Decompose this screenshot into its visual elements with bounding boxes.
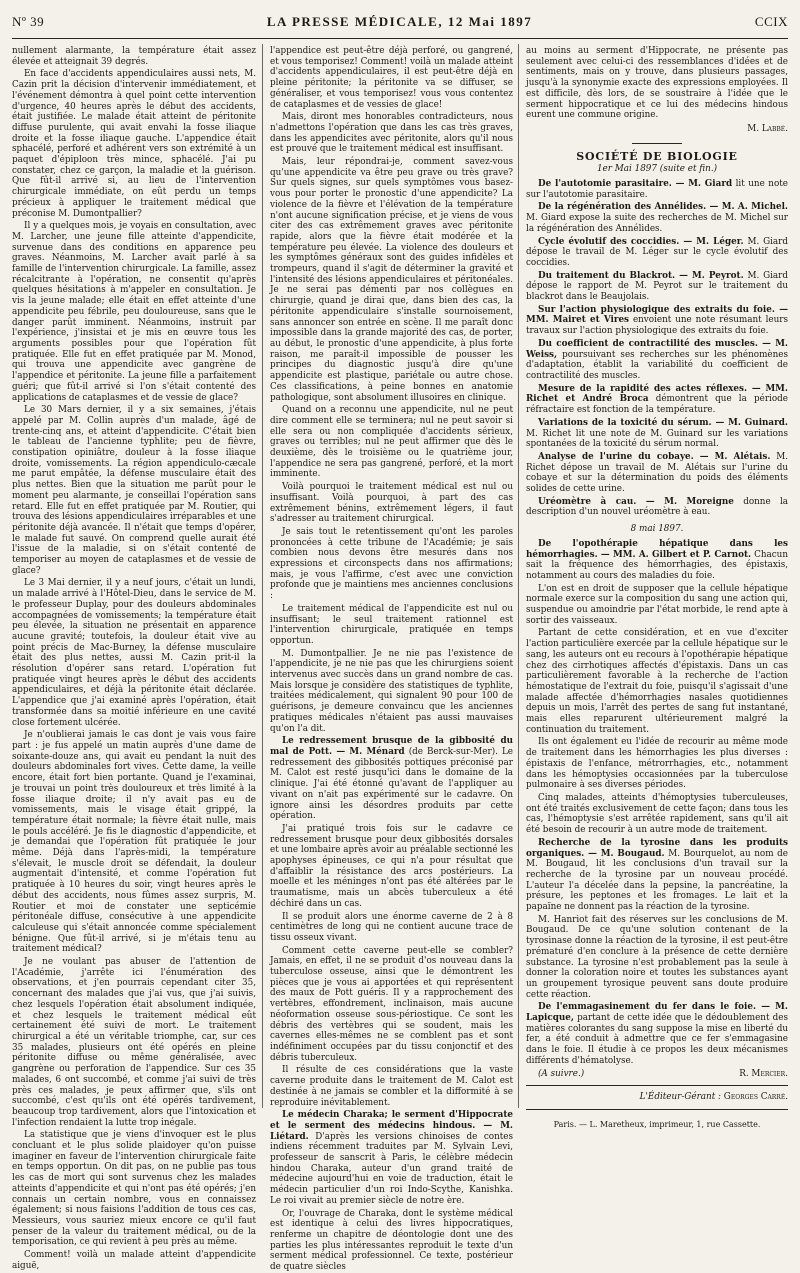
- column-1: [12, 46, 256, 1271]
- session-item: [526, 305, 788, 337]
- paragraph: Comment! voilà un malade atteint d'appendicite aiguë,: [12, 1250, 256, 1271]
- item-body: M. Giard dépose le rapport de M. Peyrot sur le traitement du blackrot dans le Beaujolais.: [526, 270, 788, 303]
- item-body: poursuivant ses recherches sur les phénomènes d'adaptation, établit la variabilité du coefficient de contractilité des muscles.: [526, 349, 789, 381]
- item-body: démontrent que la période réfractaire est fonction de la température.: [526, 394, 788, 416]
- paragraph: Il se produit alors une énorme caverne de 2 à 8 centimètres de long qui ne contient aucune trace de tissu osseux vivant.: [270, 911, 513, 943]
- column-divider-2: [518, 44, 519, 1108]
- column-3: [526, 46, 789, 1129]
- paragraph: Je sais tout le retentissement qu'ont les paroles prononcées à cette tribune de l'Académie; je sais combien nous devons être mesurés dans nos expressions et circonspects dans nos affirmations; mais, je vous l'affirme, c'est avec une conviction profonde que je maintiens mes anciennes conclusions :: [270, 526, 513, 602]
- signature: R. Mercier.: [739, 1068, 788, 1079]
- session-item: [526, 838, 788, 913]
- page-header: [12, 6, 788, 39]
- column-divider-1: [262, 44, 263, 1108]
- item-body: Chacun sait la fréquence des hémorrhagies, des épistaxis, notamment au cours des maladies du foie.: [526, 549, 788, 581]
- paragraph: Ils ont également eu l'idée de recourir au même mode de traitement dans les hémorrhagies les plus diverses : épistaxis de l'enfance, métrorrhagies, etc., notamment dans les hémoptysies occasionnées par la tuberculose pulmonaire à ses diverses périodes.: [526, 737, 788, 791]
- item-title: Du traitement du Blackrot. — M. Peyrot.: [538, 270, 744, 281]
- paragraph: Voilà pourquoi le traitement médical est nul ou insuffisant. Voilà pourquoi, à part des cas extrêmement bénins, extrêmement légers, il faut s'adresser au traitement chirurgical.: [270, 482, 513, 525]
- paragraph: L'on est en droit de supposer que la cellule hépatique normale exerce sur la composition du sang une action qui, suspendue ou amoindrie par l'état morbide, le rend apte à sortir des vaisseaux.: [526, 583, 788, 626]
- session-item: [526, 1002, 788, 1066]
- session-item: [526, 539, 788, 582]
- article-body: D'après les versions chinoises de contes indiens récemment traduites par M. Sylvain Levi, professeur de sanscrit à Paris, le célèbre médecin hindou Charaka, auteur d'un grand traité de médecine aujourd'hui en voie de traduction, était le médecin particulier d'un roi Indo-Scythe, Kanishka. Le roi vivait au premier siècle de notre ère.: [270, 1131, 514, 1206]
- editor-line: [526, 1092, 788, 1103]
- session-item: [526, 339, 788, 382]
- item-body: donne la description d'un nouvel uréomètre à eau.: [526, 496, 788, 518]
- session-item: [526, 452, 788, 495]
- session-item: [526, 384, 788, 416]
- paragraph: Je ne voulant pas abuser de l'attention de l'Académie, j'arrête ici l'énumération des observations, et j'en pourrais cependant citer 35, concernant des malades que j'ai vus, que j'ai suivis, chez lesquels l'opération était absolument indiquée, et chez lesquels le traitement médical eût certainement été suivi de mort. Le traitement chirurgical a été un véritable triomphe, car, sur ces 35 malades, plusieurs ont été opérés en pleine péritonite diffuse ou même généralisée, avec gangrène ou perforation de l'appendice. Sur ces 35 malades, 6 ont succombé, et comme j'ai suivi de très près ces malades, je peux affirmer que, s'ils ont succombé, c'est qu'ils ont été opérés tardivement, beaucoup trop tardivement, alors que l'intoxication et l'infection rendaient la lutte trop inégale.: [12, 957, 256, 1128]
- item-body: envoient une note résumant leurs travaux sur l'action physiologique des extraits du foie.: [526, 315, 788, 337]
- paragraph: l'appendice est peut-être déjà perforé, ou gangrené, et vous temporisez! Comment! voilà un malade atteint d'accidents appendiculaires, il est peut-être déjà en pleine péritonite; la péritonite va se diffuser, se généraliser, et vous temporisez! vous vous contentez de cataplasmes et de vessies de glace!: [270, 46, 513, 110]
- editor-label: L'Éditeur-Gérant :: [639, 1092, 721, 1103]
- paragraph: Mais, leur répondrai-je, comment savez-vous qu'une appendicite va être peu grave ou très grave? Sur quels signes, sur quels symptômes vous basez-vous pour porter le pronostic d'une appendicite? La violence de la fièvre et l'élévation de la température n'ont aucune signification précise, et je viens de vous citer des cas extrêmement graves avec péritonite rapide, alors que la fièvre était modérée et la température peu élevée. La violence des douleurs et les symptômes généraux sont des guides infidèles et trompeurs, quand il s'agit de déterminer la gravité et l'intensité des lésions appendiculaires et péritonéales. Je ne serai pas démenti par nos collègues en chirurgie, quand je dirai que, dans bien des cas, la péritonite appendiculaire s'installe sournoisement, sans annoncer son entrée en scène. Il me paraît donc impossible dans la grande majorité des cas, de porter, au début, le pronostic d'une appendicite, à plus forte raison, me paraît-il impossible de pousser les principes du diagnostic jusqu'à dire qu'une appendicite est plastique, pariétale ou autre chose. Ces classifications, à peine bonnes en anatomie pathologique, sont absolument illusoires en clinique.: [270, 157, 513, 403]
- item-title: Du coefficient de contractilité des muscles. — M. Weiss,: [526, 338, 788, 360]
- item-title: Cycle évolutif des coccidies. — M. Léger.: [538, 236, 744, 247]
- paragraph: Comment cette caverne peut-elle se combler? Jamais, en effet, il ne se produit d'os nouveau dans la tuberculose osseuse, ainsi que le démontrent les pièces que je vous ai apportées et qui représentent des maux de Pott guéris. Il y a rapprochement des vertèbres, effondrement, inclinaison, mais aucune néoformation osseuse sous-périostique. Ce sont les débris des vertèbres qui se soudent, mais les cavernes elles-mêmes ne se comblent pas et sont indéfiniment occupées par du tissu conjonctif et des débris tuberculeux.: [270, 945, 513, 1063]
- section-title: SOCIÉTÉ DE BIOLOGIE: [576, 149, 738, 163]
- item-body: M. Richet lit une note de M. Guinard sur les variations spontanées de la toxicité du sérum normal.: [526, 428, 788, 450]
- section-date: 1er Mai 1897 (suite et fin.): [596, 164, 718, 175]
- paragraph: Partant de cette considération, et en vue d'exciter l'action particulière exercée par la cellule hépatique sur le sang, les auteurs ont eu recours à l'opothérapie hépatique chez des cirrhotiques affectés d'épistaxis. Dans un cas particulièrement favorable à la recherche de l'action hémostatique de l'extrait du foie, puisqu'il s'agissait d'une malade affectée d'hémorrhagies nasales quotidiennes depuis un mois, l'arrêt des pertes de sang fut instantané, mais elles reparurent ultérieurement malgré la continuation du traitement.: [526, 628, 788, 735]
- issue-number: Nº 39: [12, 14, 45, 29]
- item-body: M. Giard expose la suite des recherches de M. Michel sur la régénération des Annélides.: [526, 213, 788, 234]
- signature: M. Labbé.: [747, 123, 788, 134]
- item-body: partant de cette idée que le dédoublement des matières colorantes du sang suppose la mise en liberté du fer, a été conduit à admettre que ce fer s'emmagasine dans le foie. Il étudie à ce propos les deux mécanismes différents d'hématolyse.: [526, 1013, 788, 1066]
- paragraph: Le traitement médical de l'appendicite est nul ou insuffisant; le seul traitement rationnel est l'intervention chirurgicale, pratiquée en temps opportun.: [270, 603, 513, 646]
- paragraph: Le 30 Mars dernier, il y a six semaines, j'étais appelé par M. Collin auprès d'un malade, âgé de trente-cinq ans, et atteint d'appendicite. C'était bien le tableau de l'ancienne typhlite; peu de fièvre, constipation opiniâtre, douleur à la fosse iliaque droite, vomissements. La région appendiculo-cæcale me parut empâtée, la défense musculaire était des plus nettes. Bien que la situation me parût pour le moment peu alarmante, je conseillai l'opération sans retard. Elle fut en effet pratiquée par M. Routier, qui trouva des lésions appendiculaires irréparables et une péritonite déjà avancée. Il n'était que temps d'opérer, le malade fut sauvé. On comprend quelle aurait été l'issue de la maladie, si on s'était contenté de temporiser au moyen de cataplasmes et de vessie de glace?: [12, 405, 256, 576]
- article-title: Le médecin Charaka; le serment d'Hippocrate et le serment des médecins hindous. — M. Liétard.: [270, 1110, 513, 1142]
- item-title: De l'emmagasinement du fer dans le foie. — M. Lapicque,: [526, 1002, 788, 1024]
- item-title: Recherche de la tyrosine dans les produits organiques. — M. Bougaud.: [526, 837, 788, 859]
- item-body: M. Bourquelot, au nom de M. Bougaud, lit les conclusions d'un travail sur la recherche de la tyrosine par un nouveau procédé. L'auteur l'a décelée dans la pepsine, la pancréatine, la présure, les peptones et les fromages. Le lait et la papaïne ne donnent pas la réaction de la tyrosine.: [526, 848, 788, 913]
- article-liétard: [270, 1110, 513, 1206]
- paragraph: J'ai pratiqué trois fois sur le cadavre ce redressement brusque pour deux gibbosités dorsales et une lombaire après avoir au préalable sectionné les apophyses épineuses, ce qui n'a pour résultat que d'affaiblir la résistance des arcs postérieurs. La moelle et les méninges n'ont pas été altérées par le traumatisme, mais un abcès tuberculeux a été déchiré dans un cas.: [270, 823, 513, 909]
- paragraph: Cinq malades, atteints d'hémoptysies tuberculeuses, ont été traités exclusivement de cette façon; dans tous les cas, l'hémoptysie s'est arrêtée rapidement, sans qu'il ait été besoin de recourir à un autre mode de traitement.: [526, 793, 788, 836]
- paragraph: nullement alarmante, la température était assez élevée et atteignait 39 degrés.: [12, 46, 256, 67]
- session-item: [526, 497, 788, 518]
- item-title: Sur l'action physiologique des extraits du foie. — MM. Mairet et Vires: [526, 304, 788, 326]
- session-item: [526, 179, 788, 200]
- item-title: De la régénération des Annélides. — M. A. Michel.: [538, 202, 788, 213]
- article-body: (de Berck-sur-Mer). Le redressement des gibbosités pottiques préconisé par M. Calot est resté jusqu'ici dans le domaine de la clinique. J'ai été étonné qu'avant de l'appliquer au vivant on n'ait pas expérimenté sur le cadavre. On ignore ainsi les désordres produits par cette opération.: [270, 747, 513, 822]
- paragraph: Il résulte de ces considérations que la vaste caverne produite dans le traitement de M. Calot est destinée à ne jamais se combler et la difformité à se reproduire inévitablement.: [270, 1065, 513, 1108]
- divider: [526, 1085, 788, 1086]
- article-ménard: [270, 736, 513, 822]
- item-title: Mesure de la rapidité des actes réflexes. — MM. Richet et André Broca: [526, 383, 788, 405]
- item-body: M. Giard dépose le travail de M. Léger sur le cycle évolutif des coccidies.: [526, 236, 789, 268]
- item-title: Variations de la toxicité du sérum. — M. Guinard.: [538, 417, 788, 428]
- session-item: [526, 418, 788, 450]
- item-title: De l'opothérapie hépatique dans les hémorrhagies. — MM. A. Gilbert et P. Carnot.: [526, 538, 788, 560]
- section-date: 8 mai 1897.: [630, 524, 684, 535]
- journal-title: LA PRESSE MÉDICALE, 12 Mai 1897: [266, 14, 533, 29]
- paragraph: M. Hanriot fait des réserves sur les conclusions de M. Bougaud. De ce qu'une solution contenant de la tyrosinase donne la réaction de la tyrosine, il est peut-être prématuré d'en conclure à la présence de cette dernière substance. La tyrosine n'est probablement pas la seule à donner la coloration noire et toutes les substances ayant un groupement tyrosique peuvent sans doute produire cette réaction.: [526, 914, 788, 1000]
- paragraph: En face d'accidents appendiculaires aussi nets, M. Cazin prit la décision d'intervenir immédiatement, et l'événement démontra à quel point cette intervention d'urgence, 40 heures après le début des accidents, était justifiée. Le malade était atteint de péritonite diffuse purulente, qui avait envahi la fosse iliaque droite et la fosse iliaque gauche. L'appendice était sphacélé, perforé et adhérent vers son extrémité à un paquet d'épiploon très mince, sphacélé. J'ai pu constater, chez ce garçon, la maladie et la guérison. Que fût-il arrivé si, au lieu de l'intervention chirurgicale immédiate, on eût perdu un temps précieux à appliquer le traitement médical que préconise M. Dumontpallier?: [12, 69, 256, 219]
- paragraph: M. Dumontpallier. Je ne nie pas l'existence de l'appendicite, je ne nie pas que les chirurgiens soient intervenus avec succès dans un grand nombre de cas. Mais lorsque je considère des statistiques de typhlite, traitées médicalement, qui signalent 90 pour 100 de guérisons, je demeure convaincu que les anciennes pratiques médicales n'étaient pas aussi mauvaises qu'on l'a dit.: [270, 648, 513, 734]
- article-title: Le redressement brusque de la gibbosité du mal de Pott. — M. Ménard: [270, 736, 513, 757]
- divider: [526, 1109, 788, 1110]
- closing-line: [526, 1069, 788, 1080]
- paragraph: Je n'oublierai jamais le cas dont je vais vous faire part : je fus appelé un matin auprès d'une dame de soixante-douze ans, qui avait eu pendant la nuit des douleurs abdominales fort vives. Cette dame, la veille encore, était fort bien portante. Quand je l'examinai, je trouvai un point très douloureux et très limité à la fosse iliaque droite; il n'y avait pas eu de vomissements, mais le visage était grippé, la température était normale; la fièvre était nulle, mais le pouls accéléré. Je fis le diagnostic d'appendicite, et je demandai que l'opération fût pratiquée le jour même. Déjà dans l'après-midi, la température s'élevait, le muscle droit se défendait, la douleur augmentait d'intensité, et comme l'opération fut pratiquée à 10 heures du soir, vingt heures après le début des accidents, nous fûmes assez surpris, M. Routier et moi de constater une septicémie péritonéale diffuse, consécutive à une appendicite calculeuse qui s'était annoncée comme spécialement bénigne. Que fût-il arrivé, si je m'étais tenu au traitement médical?: [12, 730, 256, 955]
- page-folio: CCIX: [754, 14, 788, 29]
- session-item: [526, 271, 788, 303]
- session-item: [526, 237, 788, 269]
- paragraph: au moins au serment d'Hippocrate, ne présente pas seulement avec celui-ci des ressemblances d'idées et de sentiments, mais on y trouve, dans plusieurs passages, jusqu'à la synonymie exacte des expressions employées. Il est difficile, dès lors, de se soustraire à l'idée que le serment hippocratique et ce lui des médecins hindous eurent une commune origine.: [526, 46, 788, 121]
- session-item: [526, 202, 788, 234]
- item-body: lit une note sur l'autotomie parasitaire.: [526, 179, 789, 200]
- paragraph: Il y a quelques mois, je voyais en consultation, avec M. Larcher, une jeune fille atteinte d'appendicite, survenue dans des conditions en apparence peu graves. Néanmoins, M. Larcher avait parlé à sa famille de l'intervention chirurgicale. La famille, assez récalcitrante à l'opération, ne consentit qu'après quelques hésitations à m'appeler en consultation. Je vis la jeune malade; elle était en effet atteinte d'une appendicite peu fébrile, peu douloureuse, sans que le danger parût imminent. Néanmoins, instruit par l'expérience, j'insistai et je mis en œuvre tous les arguments possibles pour que l'opération fût pratiquée. Elle fut en effet pratiquée par M. Monod, qui trouva une appendicite avec gangrène de l'appendice et péritonite. La jeune fille a parfaitement guéri; que fût-il arrivé si l'on s'était contenté des applications de cataplasmes et de vessie de glace?: [12, 221, 256, 403]
- item-title: Uréomètre à cau. — M. Moreigne: [538, 496, 734, 507]
- paragraph: Or, l'ouvrage de Charaka, dont le système médical est identique à celui des livres hippocratiques, renferme un chapitre de déontologie dont une des parties les plus intéressantes reproduit le texte d'un serment médical professionnel. Ce texte, postérieur de quatre siècles: [270, 1208, 513, 1273]
- paragraph: La statistique que je viens d'invoquer est le plus concluant et le plus solide plaidoyer qu'on puisse imaginer en faveur de l'intervention chirurgicale faite en temps opportun. On dit pas, on ne publie pas tous les cas de mort qui sont survenus chez les malades atteints d'appendicite et qui n'ont pas été opérés; j'en connais un certain nombre, vous en connaissez également; si nous faisions l'addition de tous ces cas, Messieurs, vous sauriez mieux encore ce qu'il faut penser de la valeur du traitement médical, ou de la temporisation, ce qui revient à peu près au même.: [12, 1130, 256, 1248]
- paragraph: Mais, diront mes honorables contradicteurs, nous n'admettons l'opération que dans les cas très graves, dans les appendicites avec péritonite, alors qu'il nous est prouvé que le traitement médical est insuffisant.: [270, 112, 513, 155]
- paragraph: Quand on a reconnu une appendicite, nul ne peut dire comment elle se terminera; nul ne peut savoir si elle sera ou non compliquée d'accidents sérieux, graves ou terribles; nul ne peut affirmer que dès le deuxième, dès le troisième ou le quatrième jour, l'appendice ne sera pas gangrené, perforé, et la mort imminente.: [270, 405, 513, 480]
- printer-imprint: Paris. — L. Maretheux, imprimeur, 1, rue Cassette.: [553, 1119, 761, 1129]
- editor-name: Georges Carré.: [723, 1092, 788, 1103]
- item-title: Analyse de l'urine du cobaye. — M. Alétais.: [538, 451, 771, 462]
- to-be-continued: (A suivre.): [538, 1068, 585, 1079]
- item-title: De l'autotomie parasitaire. — M. Giard: [538, 179, 733, 190]
- paragraph: Le 3 Mai dernier, il y a neuf jours, c'était un lundi, un malade arrivé à l'Hôtel-Dieu, dans le service de M. le professeur Duplay, pour des douleurs abdominales accompagnées de vomissements; la température était peu élevée, la situation ne présentait en apparence aucune gravité; toutefois, la douleur était vive au point précis de Mac-Burney, la défense musculaire était des plus nettes, aussi M. Cazin prit-il la résolution d'opérer sans retard. L'opération fut pratiquée vingt heures après le début des accidents appendiculaires, et déjà la péritonite était déclarée. L'appendice que j'ai examiné après l'opération, était transformée dans sa moitié inférieure en une cavité close fortement ulcérée.: [12, 578, 256, 728]
- column-2: [270, 46, 514, 1273]
- divider: [632, 143, 682, 144]
- item-body: M. Richet dépose un travail de M. Alétais sur l'urine du cobaye et sur la détermination du poids des éléments solides de cette urine.: [526, 451, 788, 495]
